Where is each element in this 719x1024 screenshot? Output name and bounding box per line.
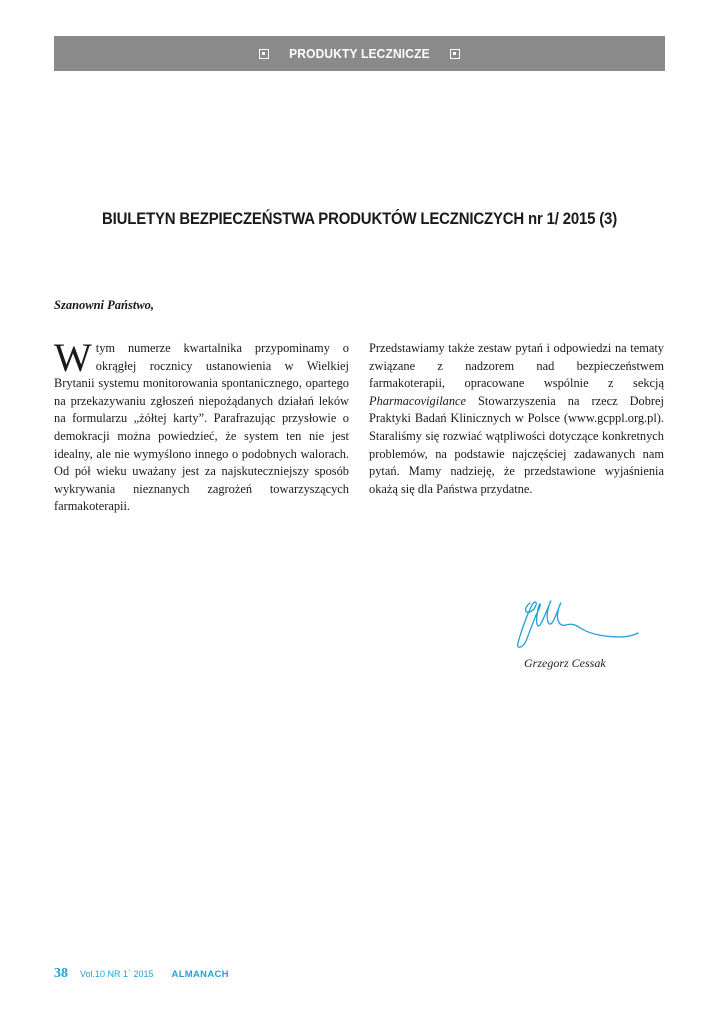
- right-column-body-end: Stowarzyszenia na rzecz Dobrej Praktyki Badań Klinicznych w Polsce (www.gcppl.org.pl). Staraliśmy się rozwiać wątpliwości dotyczące konkretnych problemów, na podstawie najczęściej zadawanych nam pytań. Mamy nadzieję, że przedstawione wyjaśnienia okażą się dla Państwa przydatne.: [369, 393, 664, 496]
- signer-name: Grzegorz Cessak: [524, 656, 606, 670]
- right-column-text: [369, 340, 664, 498]
- section-label: PRODUKTY LECZNICZE: [289, 46, 430, 61]
- handwritten-signature: [512, 595, 642, 655]
- salutation: Szanowni Państwo,: [54, 298, 155, 312]
- pharmacovigilance-term: Pharmacovigilance: [369, 393, 467, 408]
- square-bullet-icon: [450, 49, 460, 59]
- left-column-body: tym numerze kwartalnika przypominamy o okrągłej rocznicy ustanowienia w Wielkiej Brytanii systemu monitorowania spontanicznego, opartego na przekazywaniu zgłoszeń niepożądanych działań leków na formularzu „żółtej karty”. Parafrazując przysłowie o demokracji można powiedzieć, że system ten nie jest idealny, ale nie wymyślono innego o podobnych walorach. Od pół wieku uważany jest za najskuteczniejszy sposób wykrywania nieznanych zagrożeń towarzyszących farmakoterapii.: [54, 341, 349, 514]
- left-column-text: [54, 335, 349, 516]
- drop-cap: W: [54, 335, 92, 380]
- journal-name: ALMANACH: [171, 969, 229, 980]
- right-column-body-start: Przedstawiamy także zestaw pytań i odpowiedzi na tematy związane z nadzorem nad bezpieczeństwem farmakoterapii, opracowane wspólnie z sekcją: [369, 341, 664, 391]
- section-header-bar: [54, 36, 665, 71]
- square-bullet-icon: [259, 49, 269, 59]
- journal-volume: Vol.10 NR 1` 2015: [80, 969, 154, 979]
- page-footer: [54, 966, 229, 982]
- page-number: 38: [54, 966, 68, 981]
- document-title: BIULETYN BEZPIECZEŃSTWA PRODUKTÓW LECZNICZYCH nr 1/ 2015 (3): [101, 209, 618, 228]
